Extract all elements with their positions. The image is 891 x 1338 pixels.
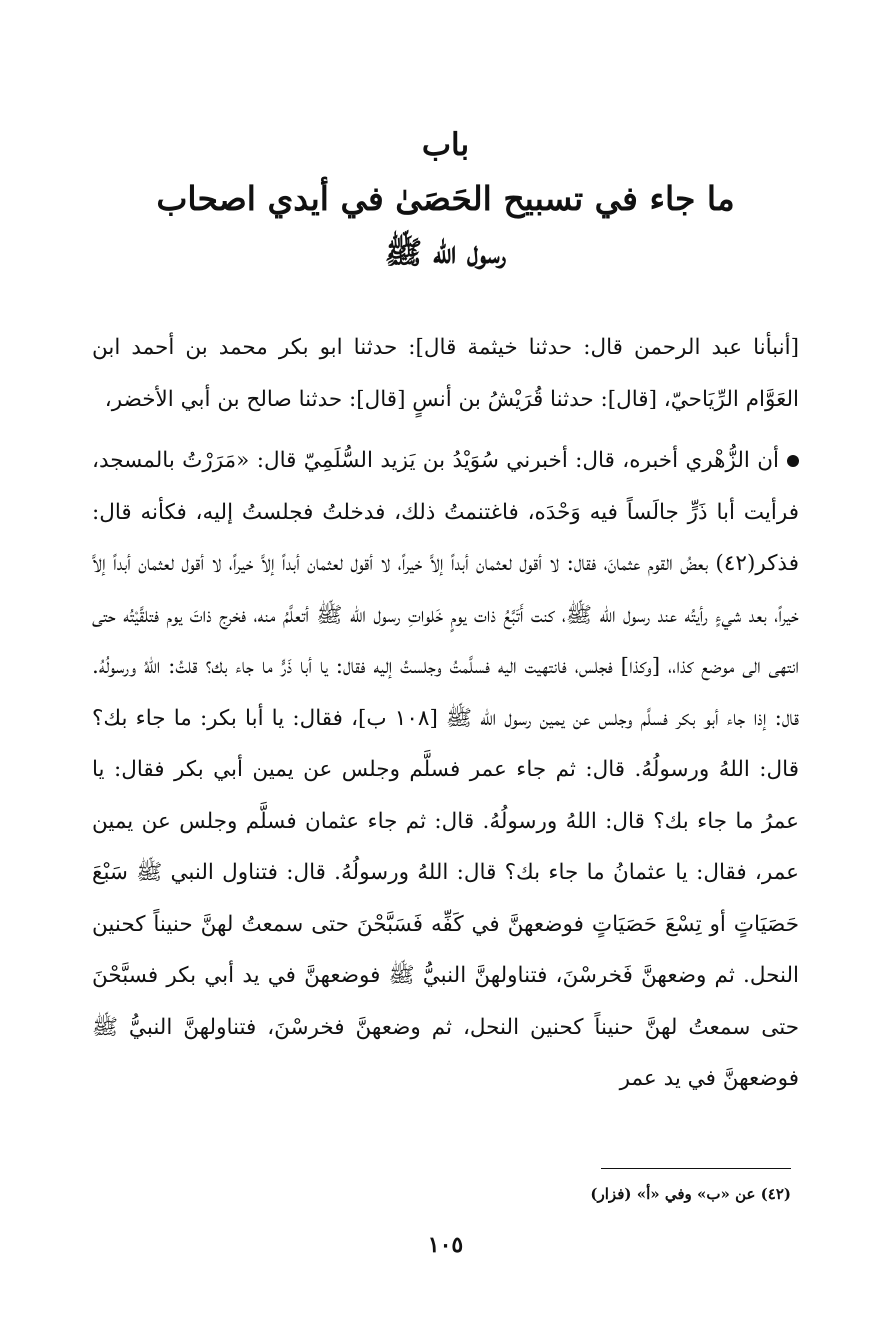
main-text [92, 322, 799, 1105]
matn-paragraph [92, 435, 799, 1105]
page-number: ١٠٥ [427, 1232, 464, 1258]
chapter-heading [120, 118, 771, 280]
matn-text: أن الزُّهْري أخبره، قال: أخبرني سُوَيْدُ بن يَزيد السُّلَمِيّ قال: «مَرَرْتُ بالمسجد، فرأيت أبا ذَرٍّ جالَساً فيه وَحْدَه، فاغتنمتُ ذلك، فدخلتُ فجلستُ إليه، فكأنه قال: فذكر(٤٢) بعضُ القوم عثمانَ، فقال: لا أقول لعثمان أبداً إلاَّ خيراً، لا أقول لعثمان أبداً إلاَّ خيراً، لا أقول لعثمان أبداً إلاَّ خيراً، بعد شيءٍ رأيتُه عند رسول الله ﷺ، كنت أَتَبَّعُ ذات يومٍ خَلواتِ رسول الله ﷺ أتعلَّمُ منه، فخرج ذاتَ يوم فتلقَّيْتُه حتى انتهى الى موضع كذا،، [وكذا] فجلس، فانتهيت اليه فسلَّمتُ وجلستُ إليه فقال: يا أبا ذَرٍّ ما جاء بك؟ قلتُ: اللهُ ورسولُهُ. قال: إذا جاء أبو بكر فسلَّم وجلس عن يمين رسول الله ﷺ [١٠٨ ب]، فقال: يا أبا بكر: ما جاء بك؟ قال: اللهُ ورسولُهُ. قال: ثم جاء عمر فسلَّم وجلس عن يمين أبي بكر فقال: يا عمرُ ما جاء بك؟ قال: اللهُ ورسولُهُ. قال: ثم جاء عثمان فسلَّم وجلس عن يمين عمر، فقال: يا عثمانُ ما جاء بك؟ قال: اللهُ ورسولُهُ. قال: فتناول النبي ﷺ سَبْعَ حَصَيَاتٍ أو تِسْعَ حَصَيَاتٍ فوضعهنَّ في كَفِّه فَسَبَّحْنَ حتى سمعتُ لهنَّ حنيناً كحنين النحل. ثم وضعهنَّ فَخرسْنَ، فتناولهنَّ النبيُّ ﷺ فوضعهنَّ في يد أبي بكر فسبَّحْنَ حتى سمعتُ لهنَّ حنيناً كحنين النحل، ثم وضعهنَّ فخرسْنَ، فتناولهنَّ النبيُّ ﷺ فوضعهنَّ في يد عمر [92, 448, 799, 1091]
footnote: (٤٢) عن «ب» وفي «أ» (فزار) [590, 1185, 791, 1203]
chapter-title-continued: رسول الله ﷺ [384, 235, 507, 271]
chapter-label: باب [421, 127, 470, 163]
isnad-paragraph: [أنبأنا عبد الرحمن قال: حدثنا خيثمة قال]: حدثنا ابو بكر محمد بن أحمد ابن العَوَّام الرِّيَاحيّ، [قال]: حدثنا قُرَيْشُ بن أنسٍ [قال]: حدثنا صالح بن أبي الأخضر، [92, 335, 799, 412]
footnote-divider [601, 1168, 791, 1169]
bullet-icon [787, 455, 799, 467]
chapter-title: ما جاء في تسبيح الحَصَىٰ في أيدي اصحاب [156, 179, 735, 218]
